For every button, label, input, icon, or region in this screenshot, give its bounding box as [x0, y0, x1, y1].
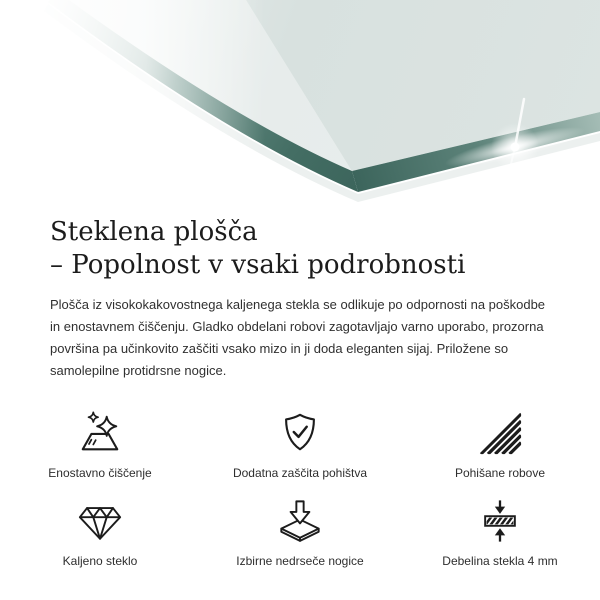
feature-tempered-glass	[0, 496, 200, 568]
shield-check-icon	[277, 408, 323, 456]
feature-label: Kaljeno steklo	[62, 554, 138, 568]
feature-grid	[0, 408, 600, 568]
feature-easy-cleaning	[0, 408, 200, 480]
hatched-edge-icon	[477, 408, 523, 456]
product-text-section	[0, 216, 600, 382]
feature-glass-thickness	[400, 496, 600, 568]
compressed-thickness-icon	[477, 496, 523, 544]
diamond-icon	[77, 496, 123, 544]
arrow-into-surface-icon	[277, 496, 323, 544]
sparkle-clean-surface-icon	[77, 408, 123, 456]
glass-panel-render	[0, 0, 600, 205]
feature-label: Enostavno čiščenje	[48, 466, 152, 480]
feature-polished-edges	[400, 408, 600, 480]
product-description: Plošča iz visokokakovostnega kaljenega stekla se odlikuje po odpornosti na poškodbe in enostavnem čiščenju. Gladko obdelani robovi zagotavljajo varno uporabo, prozorna površina pa učinkovito zaščiti vsako mizo in ji doda eleganten sijaj. Priložene so samolepilne protidrsne nogice.	[50, 297, 546, 378]
feature-label: Debelina stekla 4 mm	[442, 554, 558, 568]
left-white-fade	[0, 0, 265, 205]
feature-nonslip-feet	[200, 496, 400, 568]
feature-furniture-protection	[200, 408, 400, 480]
feature-label: Izbirne nedrseče nogice	[236, 554, 364, 568]
feature-label: Dodatna zaščita pohištva	[232, 466, 368, 480]
glass-panel-hero-image	[0, 0, 600, 205]
title-line-2: – Popolnost v vsaki podrobnosti	[50, 249, 466, 280]
page-title	[50, 216, 550, 281]
feature-label: Pohišane robove	[454, 466, 546, 480]
title-line-1: Steklena plošča	[50, 217, 258, 247]
